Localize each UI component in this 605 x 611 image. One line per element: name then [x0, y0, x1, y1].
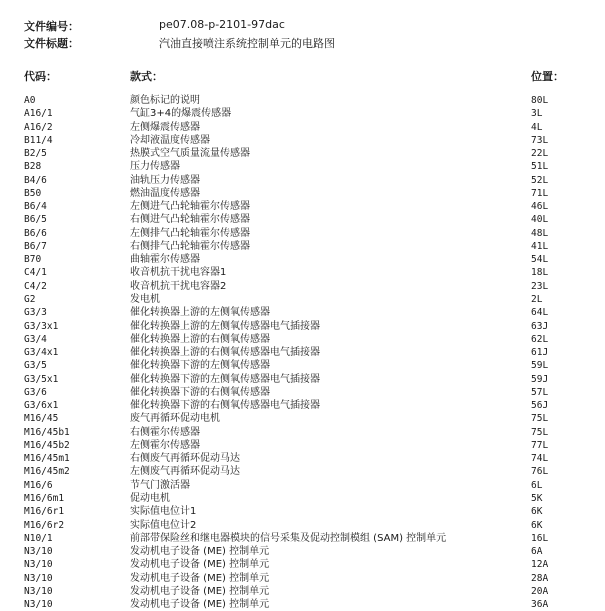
component-location: 54L [531, 254, 549, 266]
component-code: G3/5x1 [24, 373, 59, 385]
component-code: M16/45m1 [24, 453, 70, 465]
table-row [0, 187, 605, 200]
component-code: G3/6 [24, 386, 47, 398]
table-row [0, 479, 605, 492]
component-name: 曲轴霍尔传感器 [130, 254, 200, 266]
component-code: C4/2 [24, 280, 47, 292]
component-location: 59L [531, 360, 549, 372]
component-code: G3/3 [24, 307, 47, 319]
column-header-location: 位置： [531, 70, 564, 83]
component-code: G2 [24, 293, 36, 305]
table-row [0, 452, 605, 465]
component-code: M16/6r2 [24, 519, 65, 531]
component-location: 3L [531, 108, 543, 120]
component-code: M16/45b2 [24, 439, 70, 451]
table-row [0, 333, 605, 346]
component-location: 36A [531, 599, 549, 611]
component-location: 59J [531, 373, 549, 385]
component-location: 75L [531, 413, 549, 425]
component-location: 63J [531, 320, 549, 332]
component-name: 右侧霍尔传感器 [130, 426, 200, 438]
component-location: 80L [531, 95, 549, 106]
component-name: 实际值电位计1 [130, 506, 197, 518]
component-location: 48L [531, 227, 549, 239]
component-code: A16/1 [24, 108, 53, 120]
table-row [0, 134, 605, 147]
component-name: 发动机电子设备 (ME) 控制单元 [130, 572, 270, 584]
component-name: 热膜式空气质量流量传感器 [130, 148, 250, 160]
component-code: G3/6x1 [24, 400, 59, 412]
component-code: N10/1 [24, 532, 53, 544]
table-row [0, 426, 605, 439]
component-location: 6A [531, 546, 543, 558]
component-name: 发动机电子设备 (ME) 控制单元 [130, 599, 270, 611]
component-location: 77L [531, 439, 549, 451]
component-code: M16/45b1 [24, 426, 70, 438]
file-number-value: pe07.08-p-2101-97dac [159, 18, 285, 31]
component-location: 75L [531, 426, 549, 438]
component-name: 左侧排气凸轮轴霍尔传感器 [130, 227, 250, 239]
table-row [0, 94, 605, 107]
component-location: 28A [531, 572, 549, 584]
column-header-code: 代码： [24, 70, 57, 83]
table-row [0, 107, 605, 120]
component-name: 催化转换器下游的右侧氧传感器 [130, 386, 270, 398]
table-row [0, 386, 605, 399]
table-row [0, 532, 605, 545]
component-name: 颜色标记的说明 [130, 95, 200, 106]
table-row [0, 293, 605, 306]
component-name: 实际值电位计2 [130, 519, 197, 531]
component-code: B6/5 [24, 214, 47, 226]
component-code: M16/6r1 [24, 506, 65, 518]
table-row [0, 121, 605, 134]
component-code: N3/10 [24, 585, 53, 597]
table-row [0, 545, 605, 558]
component-code: M16/45 [24, 413, 59, 425]
table-row [0, 519, 605, 532]
component-name: 右侧废气再循环促动马达 [130, 453, 240, 465]
component-name: 催化转换器上游的左侧氧传感器 [130, 307, 270, 319]
component-code: B6/4 [24, 201, 47, 213]
component-code: N3/10 [24, 546, 53, 558]
component-location: 5K [531, 492, 543, 504]
table-row [0, 280, 605, 293]
component-location: 61J [531, 347, 549, 359]
component-code: G3/4x1 [24, 347, 59, 359]
component-name: 左侧霍尔传感器 [130, 439, 200, 451]
table-row [0, 306, 605, 319]
component-code: N3/10 [24, 559, 53, 571]
file-title-label: 文件标题： [24, 37, 79, 50]
component-code: G3/4 [24, 333, 47, 345]
component-location: 23L [531, 280, 549, 292]
table-row [0, 147, 605, 160]
component-location: 6K [531, 519, 543, 531]
component-name: 左侧爆震传感器 [130, 121, 200, 133]
table-row [0, 585, 605, 598]
table-row [0, 227, 605, 240]
component-code: M16/6 [24, 479, 53, 491]
component-location: 2L [531, 293, 543, 305]
component-code: M16/45m2 [24, 466, 70, 478]
component-location: 56J [531, 400, 549, 412]
component-name: 催化转换器上游的左侧氧传感器电气插接器 [130, 320, 320, 332]
component-code: B6/6 [24, 227, 47, 239]
column-header-name: 款式： [130, 70, 163, 83]
component-code: B11/4 [24, 134, 53, 146]
component-code: G3/5 [24, 360, 47, 372]
table-row [0, 266, 605, 279]
component-location: 6K [531, 506, 543, 518]
component-name: 催化转换器下游的右侧氧传感器电气插接器 [130, 400, 320, 412]
component-location: 64L [531, 307, 549, 319]
table-row [0, 439, 605, 452]
component-location: 57L [531, 386, 549, 398]
component-code: B6/7 [24, 240, 47, 252]
component-name: 促动电机 [130, 492, 170, 504]
component-location: 12A [531, 559, 549, 571]
table-row [0, 412, 605, 425]
table-row [0, 359, 605, 372]
component-name: 催化转换器上游的右侧氧传感器 [130, 333, 270, 345]
component-name: 催化转换器上游的右侧氧传感器电气插接器 [130, 347, 320, 359]
component-name: 燃油温度传感器 [130, 187, 200, 199]
component-location: 46L [531, 201, 549, 213]
component-code: N3/10 [24, 572, 53, 584]
table-row [0, 240, 605, 253]
component-name: 冷却液温度传感器 [130, 134, 210, 146]
component-location: 73L [531, 134, 549, 146]
component-name: 左侧废气再循环促动马达 [130, 466, 240, 478]
component-name: 发电机 [130, 293, 160, 305]
component-code: A16/2 [24, 121, 53, 133]
file-title-value: 汽油直接喷注系统控制单元的电路图 [159, 37, 335, 50]
component-code: B50 [24, 187, 42, 199]
component-location: 18L [531, 267, 549, 279]
component-code: A0 [24, 95, 36, 106]
table-row [0, 598, 605, 611]
component-code: N3/10 [24, 599, 53, 611]
component-code: B28 [24, 161, 42, 173]
component-name: 发动机电子设备 (ME) 控制单元 [130, 546, 270, 558]
table-row [0, 558, 605, 571]
table-row [0, 373, 605, 386]
file-number-label: 文件编号： [24, 20, 79, 33]
component-name: 收音机抗干扰电容器2 [130, 280, 227, 292]
table-row [0, 213, 605, 226]
table-row [0, 253, 605, 266]
table-row [0, 492, 605, 505]
component-name: 右侧排气凸轮轴霍尔传感器 [130, 240, 250, 252]
component-location: 52L [531, 174, 549, 186]
table-row [0, 399, 605, 412]
component-code: B4/6 [24, 174, 47, 186]
component-code: M16/6m1 [24, 492, 65, 504]
component-table [0, 94, 605, 611]
component-code: B2/5 [24, 148, 47, 160]
component-name: 压力传感器 [130, 161, 180, 173]
component-name: 右侧进气凸轮轴霍尔传感器 [130, 214, 250, 226]
table-row [0, 572, 605, 585]
component-location: 51L [531, 161, 549, 173]
component-location: 6L [531, 479, 543, 491]
table-row [0, 320, 605, 333]
component-code: B70 [24, 254, 42, 266]
component-name: 前部带保险丝和继电器模块的信号采集及促动控制模组 (SAM) 控制单元 [130, 532, 447, 544]
component-location: 76L [531, 466, 549, 478]
table-row [0, 174, 605, 187]
component-location: 22L [531, 148, 549, 160]
component-code: G3/3x1 [24, 320, 59, 332]
component-name: 气缸3+4的爆震传感器 [130, 108, 232, 120]
component-name: 左侧进气凸轮轴霍尔传感器 [130, 201, 250, 213]
component-location: 20A [531, 585, 549, 597]
table-row [0, 160, 605, 173]
component-location: 71L [531, 187, 549, 199]
table-row [0, 465, 605, 478]
component-location: 40L [531, 214, 549, 226]
table-row [0, 200, 605, 213]
component-name: 发动机电子设备 (ME) 控制单元 [130, 559, 270, 571]
component-name: 废气再循环促动电机 [130, 413, 220, 425]
component-name: 催化转换器下游的左侧氧传感器 [130, 360, 270, 372]
component-location: 4L [531, 121, 543, 133]
component-location: 62L [531, 333, 549, 345]
component-name: 节气门激活器 [130, 479, 190, 491]
component-name: 收音机抗干扰电容器1 [130, 267, 227, 279]
table-row [0, 505, 605, 518]
component-location: 74L [531, 453, 549, 465]
component-location: 16L [531, 532, 549, 544]
component-name: 催化转换器下游的左侧氧传感器电气插接器 [130, 373, 320, 385]
component-location: 41L [531, 240, 549, 252]
component-code: C4/1 [24, 267, 47, 279]
table-row [0, 346, 605, 359]
component-name: 发动机电子设备 (ME) 控制单元 [130, 585, 270, 597]
component-name: 油轨压力传感器 [130, 174, 200, 186]
